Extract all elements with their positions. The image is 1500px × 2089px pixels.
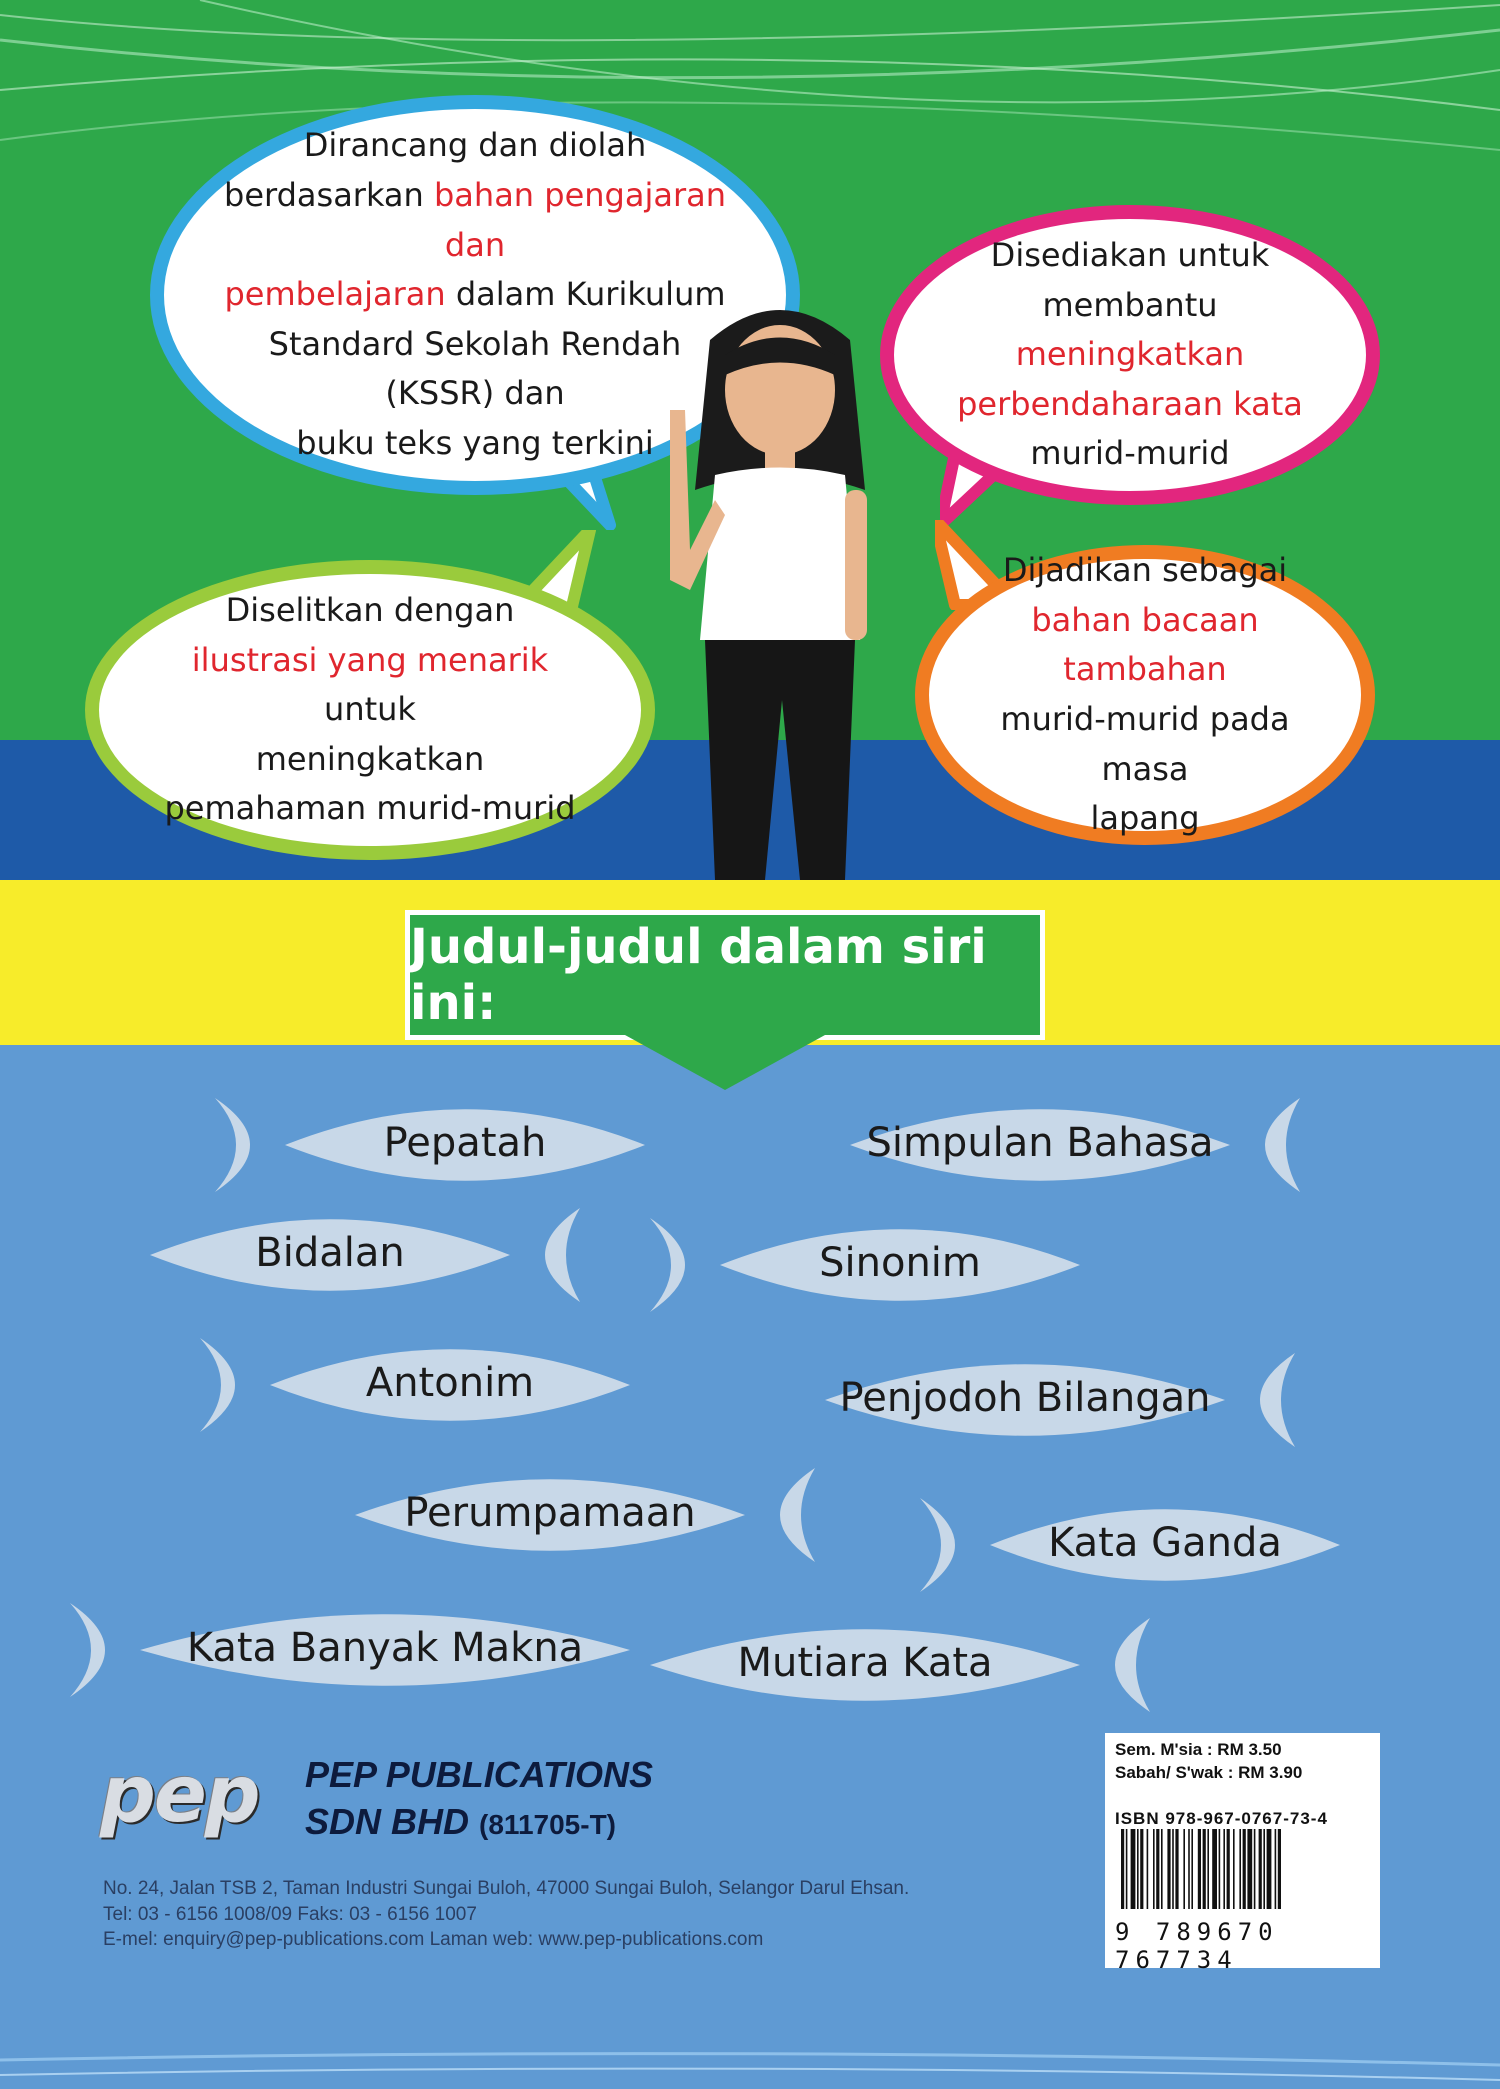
publisher-name-line2: SDN BHD — [305, 1800, 470, 1842]
bubble-text: membantu — [1042, 285, 1218, 324]
series-title: Mutiara Kata — [737, 1640, 993, 1686]
speech-bubble-illustration — [85, 560, 655, 860]
speech-bubble-vocabulary — [880, 205, 1380, 505]
barcode-bar — [1254, 1829, 1256, 1909]
address-line: No. 24, Jalan TSB 2, Taman Industri Sungai Buloh, 47000 Sungai Buloh, Selangor Darul Ehsan. — [103, 1878, 910, 1899]
barcode-bar — [1275, 1829, 1277, 1909]
barcode-bar — [1212, 1829, 1217, 1909]
bubble-line: murid-murid pada masa — [1000, 700, 1290, 788]
series-title: Perumpamaan — [404, 1490, 696, 1536]
bubble-text: berdasarkan — [224, 176, 434, 215]
barcode-bar — [1183, 1829, 1185, 1909]
barcode-bar — [1172, 1829, 1174, 1909]
isbn-text: ISBN 978-967-0767-73-4 — [1115, 1809, 1328, 1828]
bottom-stripe — [0, 2040, 1500, 2089]
barcode-bar — [1137, 1829, 1139, 1909]
barcode-bar — [1188, 1829, 1190, 1909]
publisher-name — [305, 1752, 653, 1846]
series-title: Bidalan — [255, 1230, 405, 1276]
barcode-bar — [1140, 1829, 1143, 1909]
series-title: Kata Ganda — [1048, 1520, 1282, 1566]
barcode-bar — [1263, 1829, 1265, 1909]
barcode-bar — [1126, 1829, 1128, 1909]
bubble-line: Dijadikan sebagai — [1002, 551, 1288, 590]
bubble-line: Diselitkan dengan — [225, 591, 515, 630]
barcode — [1115, 1829, 1370, 1909]
bubble-line: buku teks yang terkini — [296, 423, 654, 462]
bubble-highlight: perbendaharaan kata — [957, 384, 1303, 423]
barcode-bar — [1167, 1829, 1170, 1909]
bubble-line: lapang — [1090, 799, 1200, 838]
barcode-bar — [1227, 1829, 1230, 1909]
price-line-1: Sem. M'sia : RM 3.50 — [1115, 1740, 1282, 1759]
bubble-line: Dirancang dan diolah — [303, 126, 647, 165]
girl-illustration — [650, 300, 910, 880]
barcode-bar — [1121, 1829, 1124, 1909]
tel-line: Tel: 03 - 6156 1008/09 Faks: 03 - 6156 1007 — [103, 1903, 477, 1925]
bubble-highlight: meningkatkan — [1015, 335, 1245, 374]
barcode-bar — [1267, 1829, 1272, 1909]
barcode-bar — [1198, 1829, 1201, 1909]
barcode-bar — [1259, 1829, 1262, 1909]
barcode-bar — [1233, 1829, 1235, 1909]
speech-bubble-reading — [915, 545, 1375, 845]
barcode-box — [1105, 1803, 1380, 1974]
bubble-line: murid-murid — [1030, 434, 1230, 473]
banner-arrow — [625, 1035, 825, 1090]
series-title: Kata Banyak Makna — [186, 1625, 584, 1671]
publisher-address — [103, 1876, 909, 1953]
barcode-bar — [1223, 1829, 1225, 1909]
barcode-bar — [1278, 1829, 1281, 1909]
series-title: Simpulan Bahasa — [866, 1120, 1214, 1166]
barcode-bar — [1175, 1829, 1178, 1909]
publisher-name-line1: PEP PUBLICATIONS — [305, 1754, 654, 1795]
banner-text: Judul-judul dalam siri ini: — [410, 919, 987, 1031]
series-title: Antonim — [365, 1360, 535, 1406]
barcode-bar — [1156, 1829, 1159, 1909]
barcode-bar — [1147, 1829, 1149, 1909]
barcode-bar — [1131, 1829, 1136, 1909]
barcode-bar — [1161, 1829, 1163, 1909]
bubble-line: meningkatkan — [255, 739, 485, 778]
bubble-line: Standard Sekolah Rendah (KSSR) dan — [268, 324, 682, 413]
barcode-bar — [1191, 1829, 1193, 1909]
bubble-text: untuk — [324, 690, 416, 729]
publisher-reg: (811705-T) — [479, 1808, 616, 1840]
barcode-bar — [1153, 1829, 1155, 1909]
bubble-highlight: pembelajaran — [224, 275, 446, 314]
series-title: Penjodoh Bilangan — [839, 1375, 1211, 1421]
series-title: Sinonim — [819, 1240, 981, 1286]
price-box — [1105, 1733, 1380, 1803]
contact-line: E-mel: enquiry@pep-publications.com Laman web: www.pep-publications.com — [103, 1929, 764, 1951]
bubble-text: dalam Kurikulum — [445, 275, 726, 314]
bubble-line: pemahaman murid-murid — [164, 789, 576, 828]
barcode-bar — [1243, 1829, 1246, 1909]
pep-logo: pep — [100, 1750, 259, 1840]
series-title: Pepatah — [383, 1120, 547, 1166]
bubble-line: Disediakan untuk — [990, 236, 1270, 275]
barcode-bar — [1203, 1829, 1206, 1909]
series-title-banner — [405, 910, 1045, 1040]
bubble-highlight: ilustrasi yang menarik — [191, 640, 549, 679]
bubble-highlight: bahan bacaan tambahan — [1031, 600, 1259, 689]
barcode-bar — [1239, 1829, 1241, 1909]
barcode-bar — [1219, 1829, 1221, 1909]
barcode-number: 9 789670 767734 — [1115, 1918, 1279, 1974]
bubble-highlight: bahan pengajaran dan — [433, 176, 726, 264]
price-line-2: Sabah/ S'wak : RM 3.90 — [1115, 1762, 1303, 1782]
barcode-bar — [1247, 1829, 1252, 1909]
barcode-bar — [1207, 1829, 1209, 1909]
